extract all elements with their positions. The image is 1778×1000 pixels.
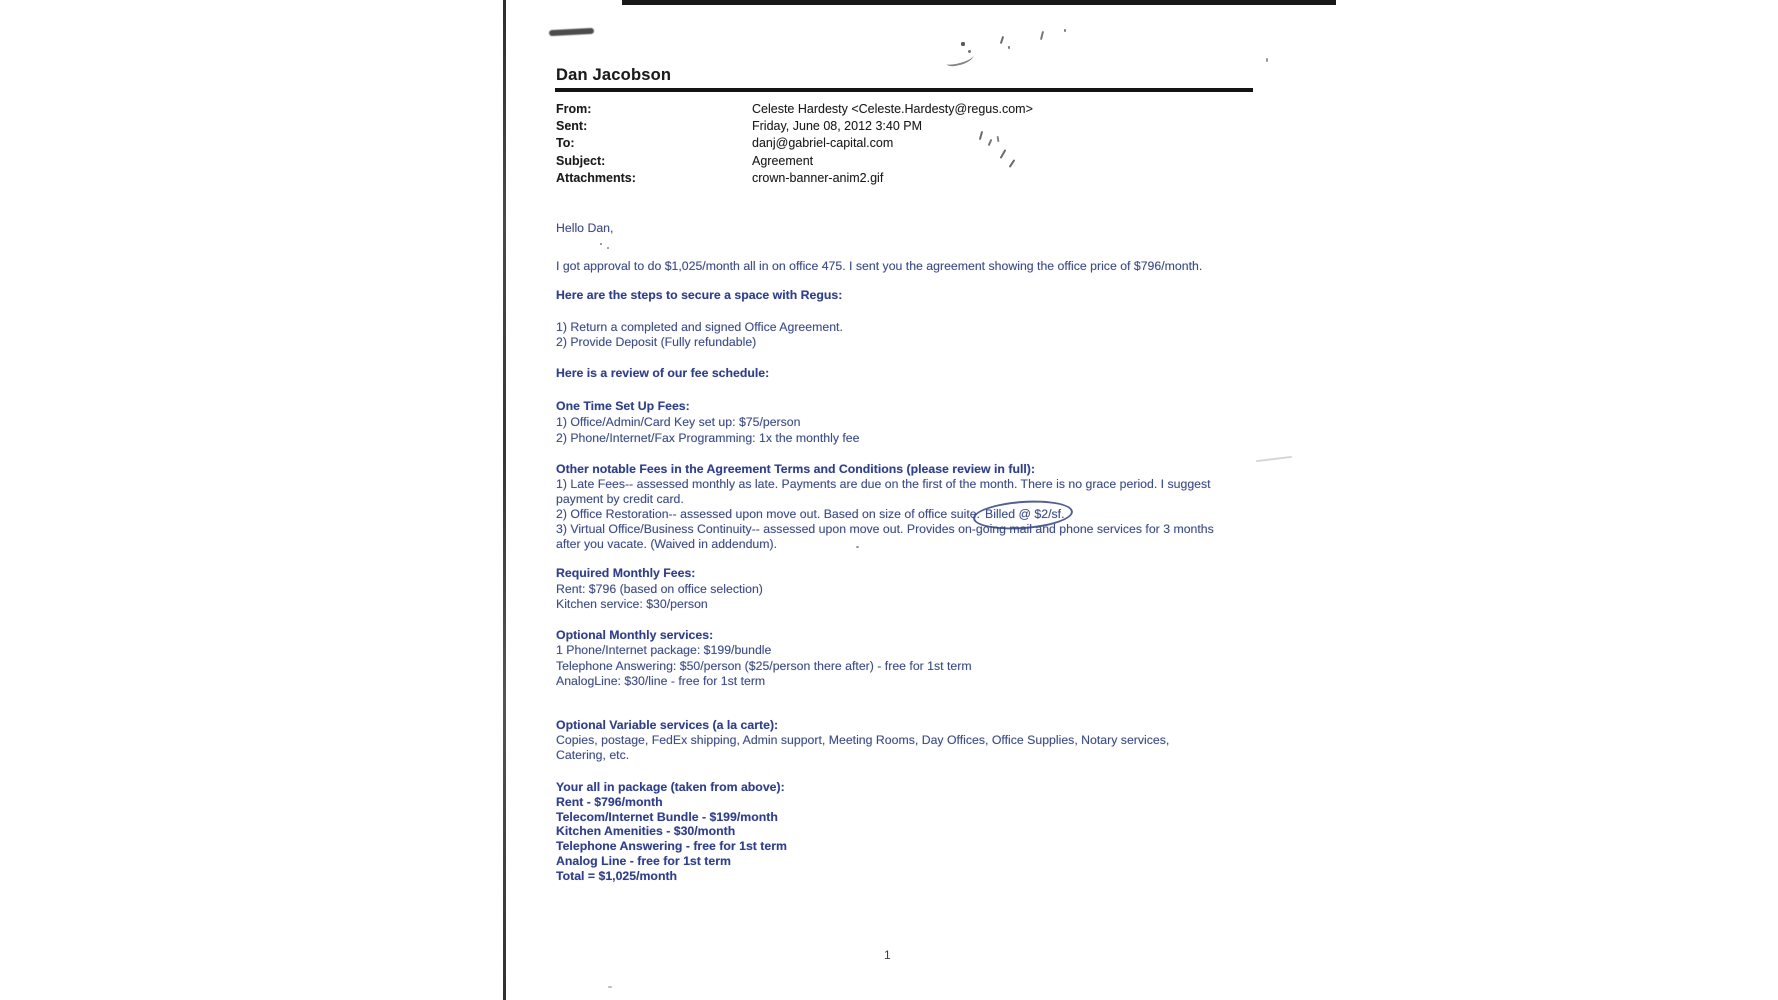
field-value: Agreement bbox=[752, 153, 814, 168]
circled-text: Billed @ $2/sf. bbox=[985, 507, 1065, 521]
field-value: danj@gabriel-capital.com bbox=[752, 136, 894, 151]
scanner-edge-line bbox=[503, 0, 506, 1000]
optional-monthly-section bbox=[556, 628, 972, 689]
scan-speck bbox=[1064, 29, 1066, 32]
fee-item: payment by credit card. bbox=[556, 492, 684, 506]
intro-paragraph: I got approval to do $1,025/month all in on office 475. I sent you the agreement showing the office price of $796/month. bbox=[556, 259, 1203, 273]
field-value: crown-banner-anim2.gif bbox=[752, 170, 884, 185]
required-fees-section bbox=[556, 566, 763, 613]
one-time-fees-section bbox=[556, 398, 859, 446]
header-field-row bbox=[556, 118, 1033, 135]
fee-item-text: 2) Office Restoration-- assessed upon move out. Based on size of office suite. bbox=[556, 507, 981, 521]
fee-item: after you vacate. (Waived in addendum). bbox=[556, 537, 778, 551]
scanner-top-bar bbox=[622, 0, 1336, 5]
fee-item: 3) Virtual Office/Business Continuity-- assessed upon move out. Provides on-going mail and phone services for 3 months bbox=[556, 522, 1214, 536]
field-label: From: bbox=[556, 102, 592, 116]
fee-item: AnalogLine: $30/line - free for 1st term bbox=[556, 673, 766, 688]
scan-speck bbox=[600, 243, 602, 245]
step-item: 1) Return a completed and signed Office Agreement. bbox=[556, 320, 843, 334]
field-label: Subject: bbox=[556, 153, 606, 168]
section-heading: One Time Set Up Fees: bbox=[556, 399, 690, 413]
field-label: To: bbox=[556, 136, 575, 151]
package-item: Telephone Answering - free for 1st term bbox=[556, 839, 787, 854]
scan-scratch bbox=[1256, 456, 1292, 462]
section-heading: Required Monthly Fees: bbox=[556, 566, 696, 580]
fee-review-heading: Here is a review of our fee schedule: bbox=[556, 366, 770, 380]
scan-speck bbox=[1266, 58, 1268, 62]
fee-item: 1 Phone/Internet package: $199/bundle bbox=[556, 643, 772, 658]
scan-speck bbox=[961, 42, 965, 46]
field-value: Friday, June 08, 2012 3:40 PM bbox=[752, 119, 923, 134]
step-item: 2) Provide Deposit (Fully refundable) bbox=[556, 335, 757, 349]
package-item: Rent - $796/month bbox=[556, 794, 663, 809]
all-in-package-section bbox=[556, 780, 787, 884]
header-rule bbox=[555, 88, 1253, 92]
scan-speck bbox=[945, 51, 975, 68]
email-greeting: Hello Dan, bbox=[556, 221, 614, 235]
service-list-line: Copies, postage, FedEx shipping, Admin support, Meeting Rooms, Day Offices, Office Supplies, Notary services, bbox=[556, 733, 1170, 747]
scan-speck bbox=[1008, 46, 1010, 49]
recipient-name: Dan Jacobson bbox=[556, 66, 672, 84]
service-list-line: Catering, etc. bbox=[556, 748, 630, 762]
scan-speck bbox=[1040, 31, 1044, 40]
fee-item: 2) Phone/Internet/Fax Programming: 1x the monthly fee bbox=[556, 431, 860, 445]
header-field-row bbox=[556, 170, 1033, 187]
package-item: Total = $1,025/month bbox=[556, 868, 678, 883]
page-number: 1 bbox=[884, 948, 891, 962]
section-heading: Your all in package (taken from above): bbox=[556, 780, 785, 794]
fee-item: Rent: $796 (based on office selection) bbox=[556, 581, 763, 596]
optional-variable-section bbox=[556, 718, 1169, 763]
header-field-row bbox=[556, 101, 1033, 118]
section-heading: Other notable Fees in the Agreement Terms and Conditions (please review in full): bbox=[556, 462, 1035, 476]
steps-list bbox=[556, 320, 843, 350]
package-item: Telecom/Internet Bundle - $199/month bbox=[556, 809, 778, 824]
fee-item: Kitchen service: $30/person bbox=[556, 597, 708, 611]
scan-smudge bbox=[549, 28, 594, 36]
field-value: Celeste Hardesty <Celeste.Hardesty@regus.com> bbox=[752, 102, 1033, 116]
field-label: Sent: bbox=[556, 119, 588, 134]
package-item: Kitchen Amenities - $30/month bbox=[556, 824, 736, 839]
scan-speck bbox=[607, 247, 609, 249]
scan-speck bbox=[1000, 36, 1004, 44]
fee-item: Telephone Answering: $50/person ($25/person there after) - free for 1st term bbox=[556, 658, 972, 673]
email-header-fields bbox=[556, 101, 1033, 187]
scan-speck bbox=[608, 986, 612, 988]
fee-item: 1) Office/Admin/Card Key set up: $75/person bbox=[556, 415, 801, 429]
fee-item bbox=[556, 507, 1214, 522]
header-field-row bbox=[556, 153, 1033, 170]
section-heading: Optional Variable services (a la carte): bbox=[556, 718, 779, 732]
scan-speck bbox=[968, 50, 971, 53]
fee-item: 1) Late Fees-- assessed monthly as late. Payments are due on the first of the month. There is no grace period. I suggest bbox=[556, 477, 1211, 491]
header-field-row bbox=[556, 135, 1033, 152]
other-fees-section bbox=[556, 462, 1214, 552]
field-label: Attachments: bbox=[556, 170, 636, 185]
steps-heading: Here are the steps to secure a space with Regus: bbox=[556, 288, 843, 302]
package-item: Analog Line - free for 1st term bbox=[556, 853, 731, 868]
section-heading: Optional Monthly services: bbox=[556, 628, 714, 642]
